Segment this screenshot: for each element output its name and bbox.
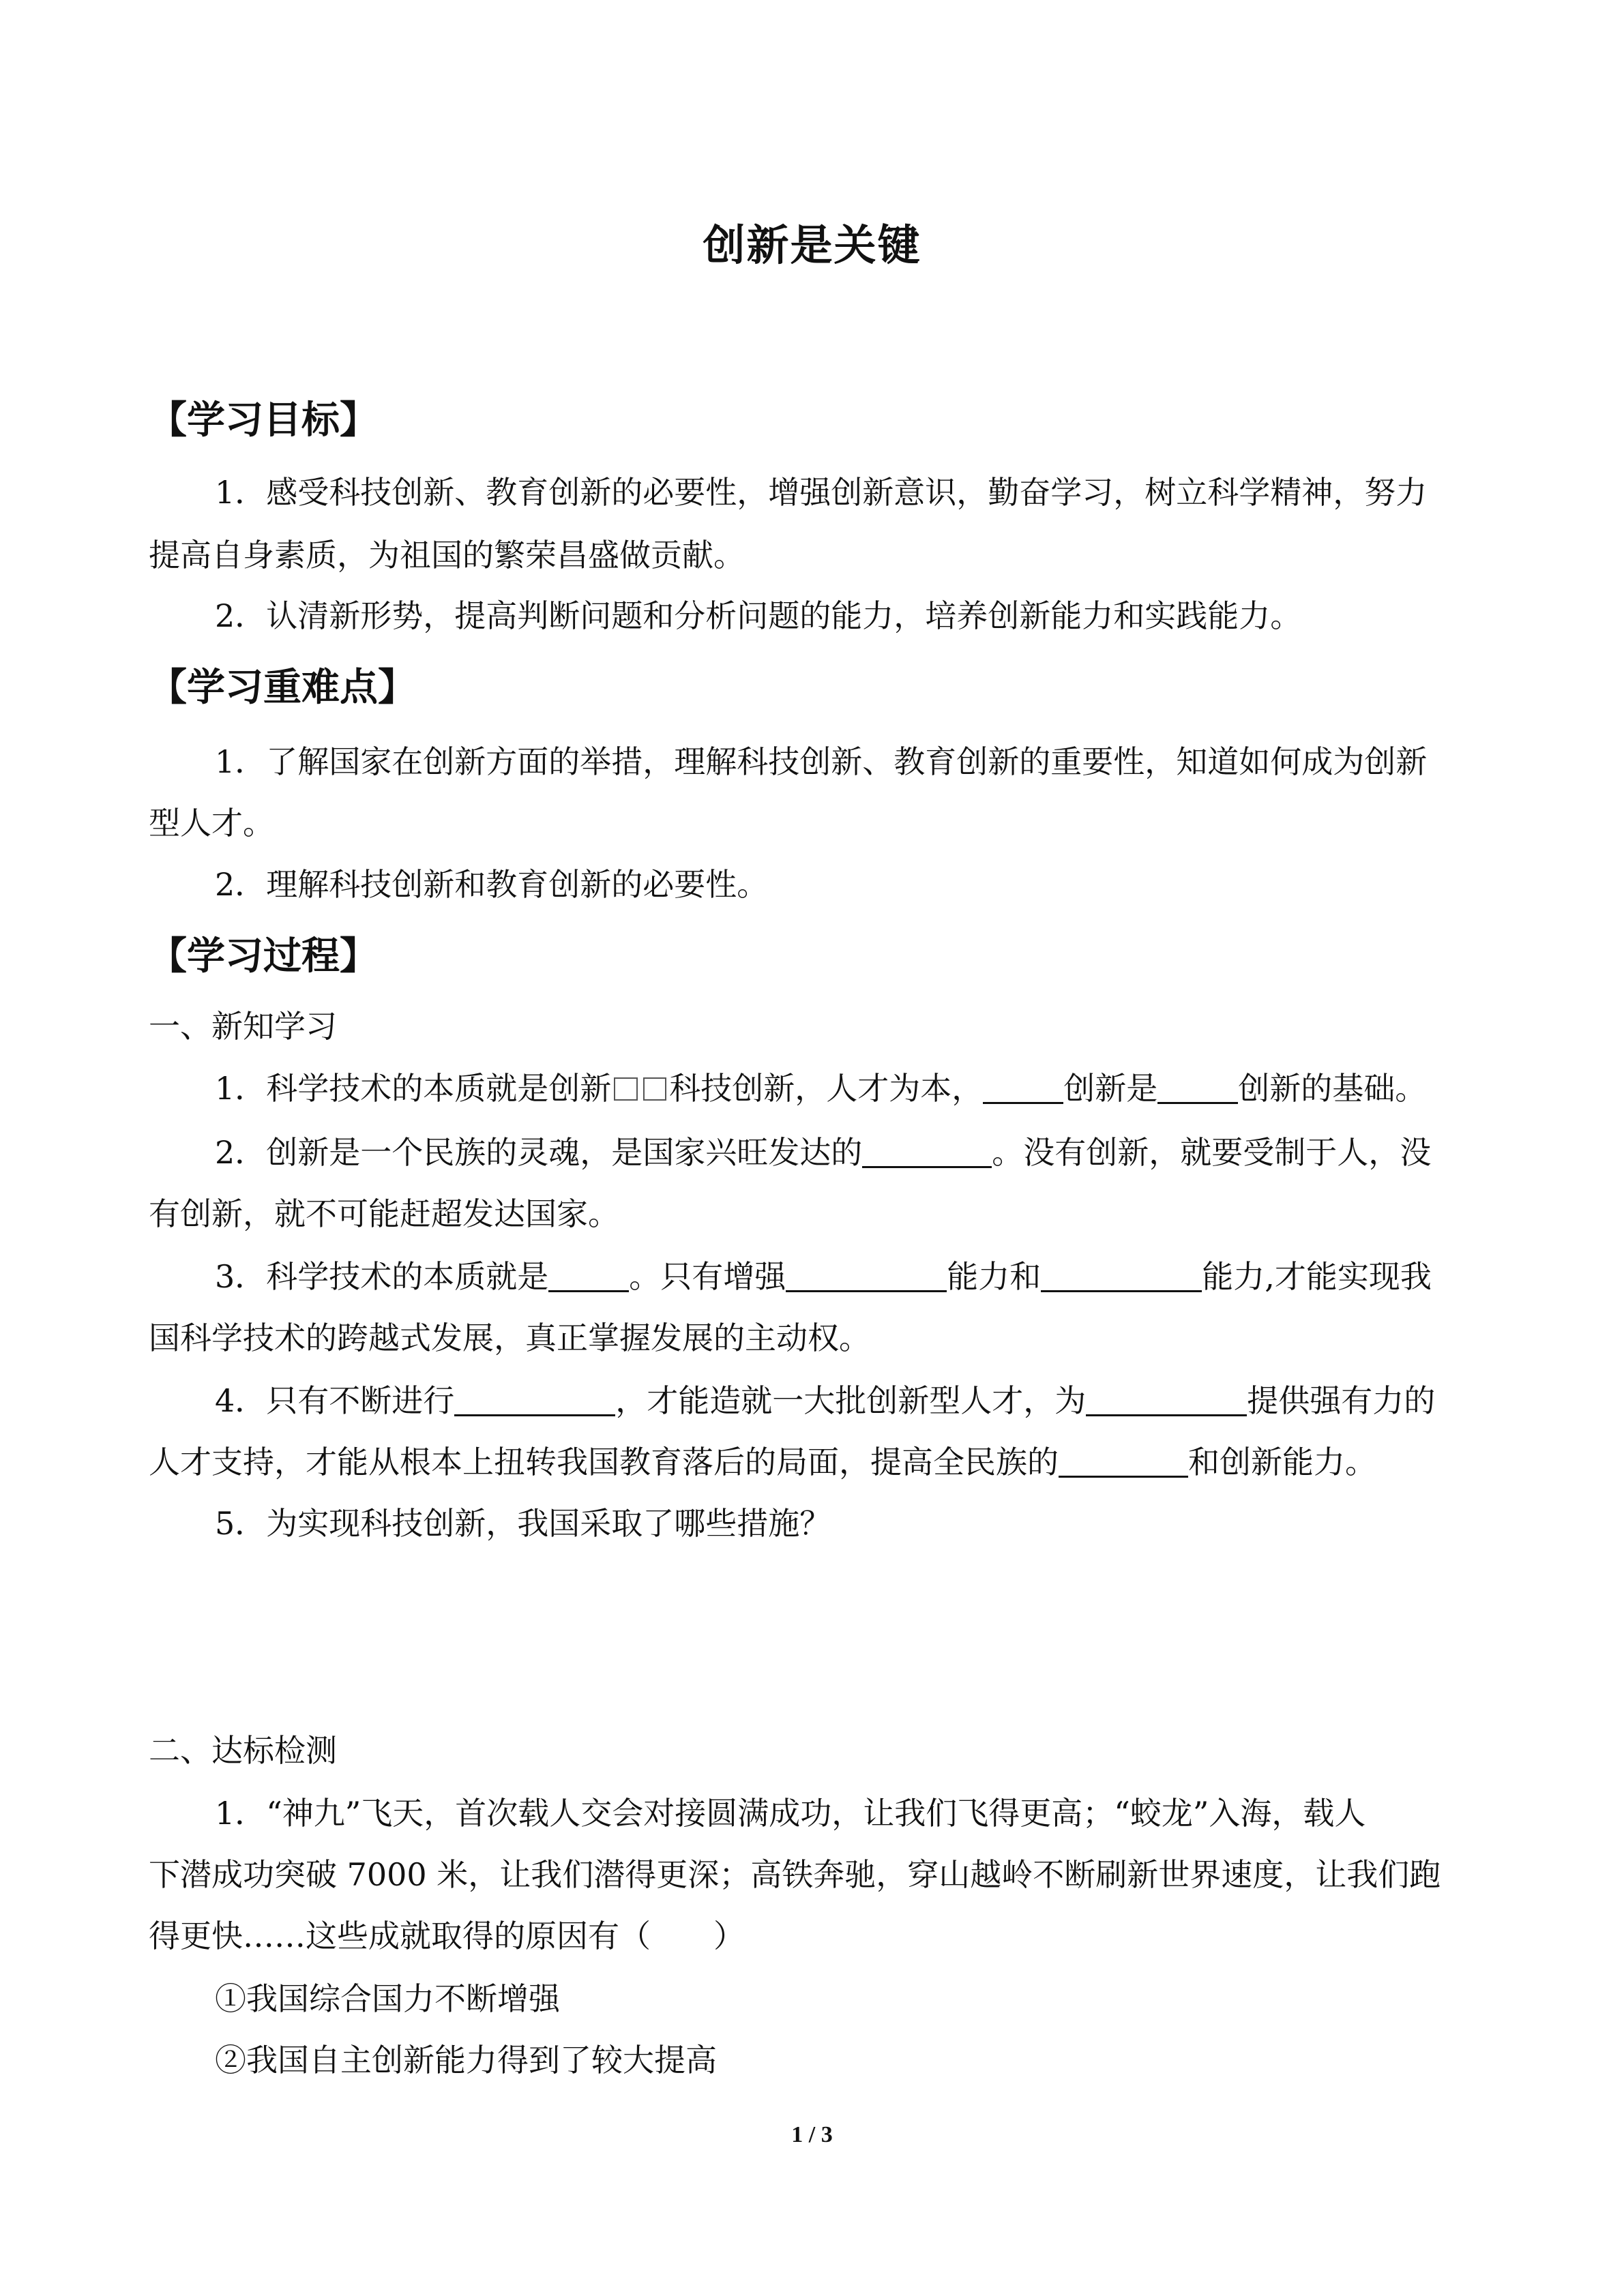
goal-1-line-2: 提高自身素质，为祖国的繁荣昌盛做贡献。 — [149, 537, 745, 573]
key-point-2: 2．理解科技创新和教育创新的必要性。 — [215, 866, 769, 903]
question-1-text-d: 创新的基础。 — [1238, 1070, 1427, 1107]
question-3-text-c: 能力和 — [947, 1258, 1042, 1295]
fill-blank[interactable] — [983, 1071, 1063, 1104]
section-heading-learning-goals: 【学习目标】 — [149, 398, 378, 443]
question-1-text-c: 创新是 — [1063, 1070, 1158, 1107]
question-4-text-c: 提供强有力的 — [1247, 1382, 1436, 1419]
test-1-option-2: ②我国自主创新能力得到了较大提高 — [215, 2042, 717, 2078]
section-heading-key-points: 【学习重难点】 — [149, 665, 416, 710]
question-1-text-b: 科技创新，人才为本， — [669, 1070, 984, 1107]
fill-blank[interactable] — [454, 1383, 615, 1416]
question-4-text-a: 4．只有不断进行 — [215, 1382, 455, 1419]
question-3-text-a: 3．科学技术的本质就是 — [215, 1258, 549, 1295]
fill-blank[interactable] — [1086, 1383, 1247, 1416]
question-3-text-d: 能力,才能实现我 — [1202, 1258, 1432, 1295]
question-4-text-e: 和创新能力。 — [1188, 1444, 1376, 1480]
question-2-line-1 — [215, 1134, 1431, 1172]
question-3-line-1 — [215, 1258, 1432, 1296]
section-heading-learning-process: 【学习过程】 — [149, 934, 378, 979]
goal-2: 2．认清新形势，提高判断问题和分析问题的能力，培养创新能力和实践能力。 — [215, 597, 1302, 634]
fill-blank[interactable] — [548, 1259, 629, 1292]
question-4-line-2 — [149, 1444, 1376, 1481]
question-2-text-a: 2．创新是一个民族的灵魂，是国家兴旺发达的 — [215, 1134, 863, 1171]
question-3-line-2: 国科学技术的跨越式发展，真正掌握发展的主动权。 — [149, 1320, 870, 1356]
question-4-text-d: 人才支持，才能从根本上扭转我国教育落后的局面，提高全民族的 — [149, 1444, 1059, 1480]
key-point-1-line-1: 1．了解国家在创新方面的举措，理解科技创新、教育创新的重要性，知道如何成为创新 — [215, 743, 1428, 780]
fill-blank[interactable] — [1157, 1071, 1238, 1104]
key-point-1-line-2: 型人才。 — [149, 805, 274, 841]
test-1-line-2: 下潜成功突破 7000 米，让我们潜得更深；高铁奔驰，穿山越岭不断刷新世界速度，让我们跑 — [149, 1856, 1441, 1893]
question-4-line-1 — [215, 1382, 1435, 1420]
part-2-title: 二、达标检测 — [149, 1732, 337, 1769]
test-1-line-1: 1．“神九”飞天，首次载人交会对接圆满成功，让我们飞得更高；“蛟龙”入海，载人 — [215, 1795, 1366, 1832]
fill-blank[interactable] — [1041, 1259, 1202, 1292]
fill-blank[interactable] — [786, 1259, 947, 1292]
question-3-text-b: 。只有增强 — [629, 1258, 786, 1295]
goal-1-line-1: 1．感受科技创新、教育创新的必要性，增强创新意识，勤奋学习，树立科学精神，努力 — [215, 474, 1428, 511]
document-title: 创新是关键 — [703, 220, 921, 270]
page-number: 1 / 3 — [791, 2122, 833, 2147]
question-1-text-a: 1．科学技术的本质就是创新 — [215, 1070, 612, 1107]
question-4-text-b: ，才能造就一大批创新型人才，为 — [615, 1382, 1087, 1419]
question-1 — [215, 1070, 1426, 1107]
part-1-title: 一、新知学习 — [149, 1008, 337, 1045]
test-1-option-1: ①我国综合国力不断增强 — [215, 1980, 560, 2017]
box-glyph-icon — [614, 1077, 638, 1101]
question-2-line-2: 有创新，就不可能赶超发达国家。 — [149, 1195, 619, 1232]
box-glyph-icon — [643, 1077, 667, 1101]
test-1-line-3: 得更快……这些成就取得的原因有（ ） — [149, 1918, 745, 1954]
fill-blank[interactable] — [862, 1135, 992, 1168]
question-5: 5．为实现科技创新，我国采取了哪些措施？ — [215, 1505, 831, 1542]
question-2-text-b: 。没有创新，就要受制于人，没 — [992, 1134, 1432, 1171]
fill-blank[interactable] — [1059, 1444, 1188, 1478]
